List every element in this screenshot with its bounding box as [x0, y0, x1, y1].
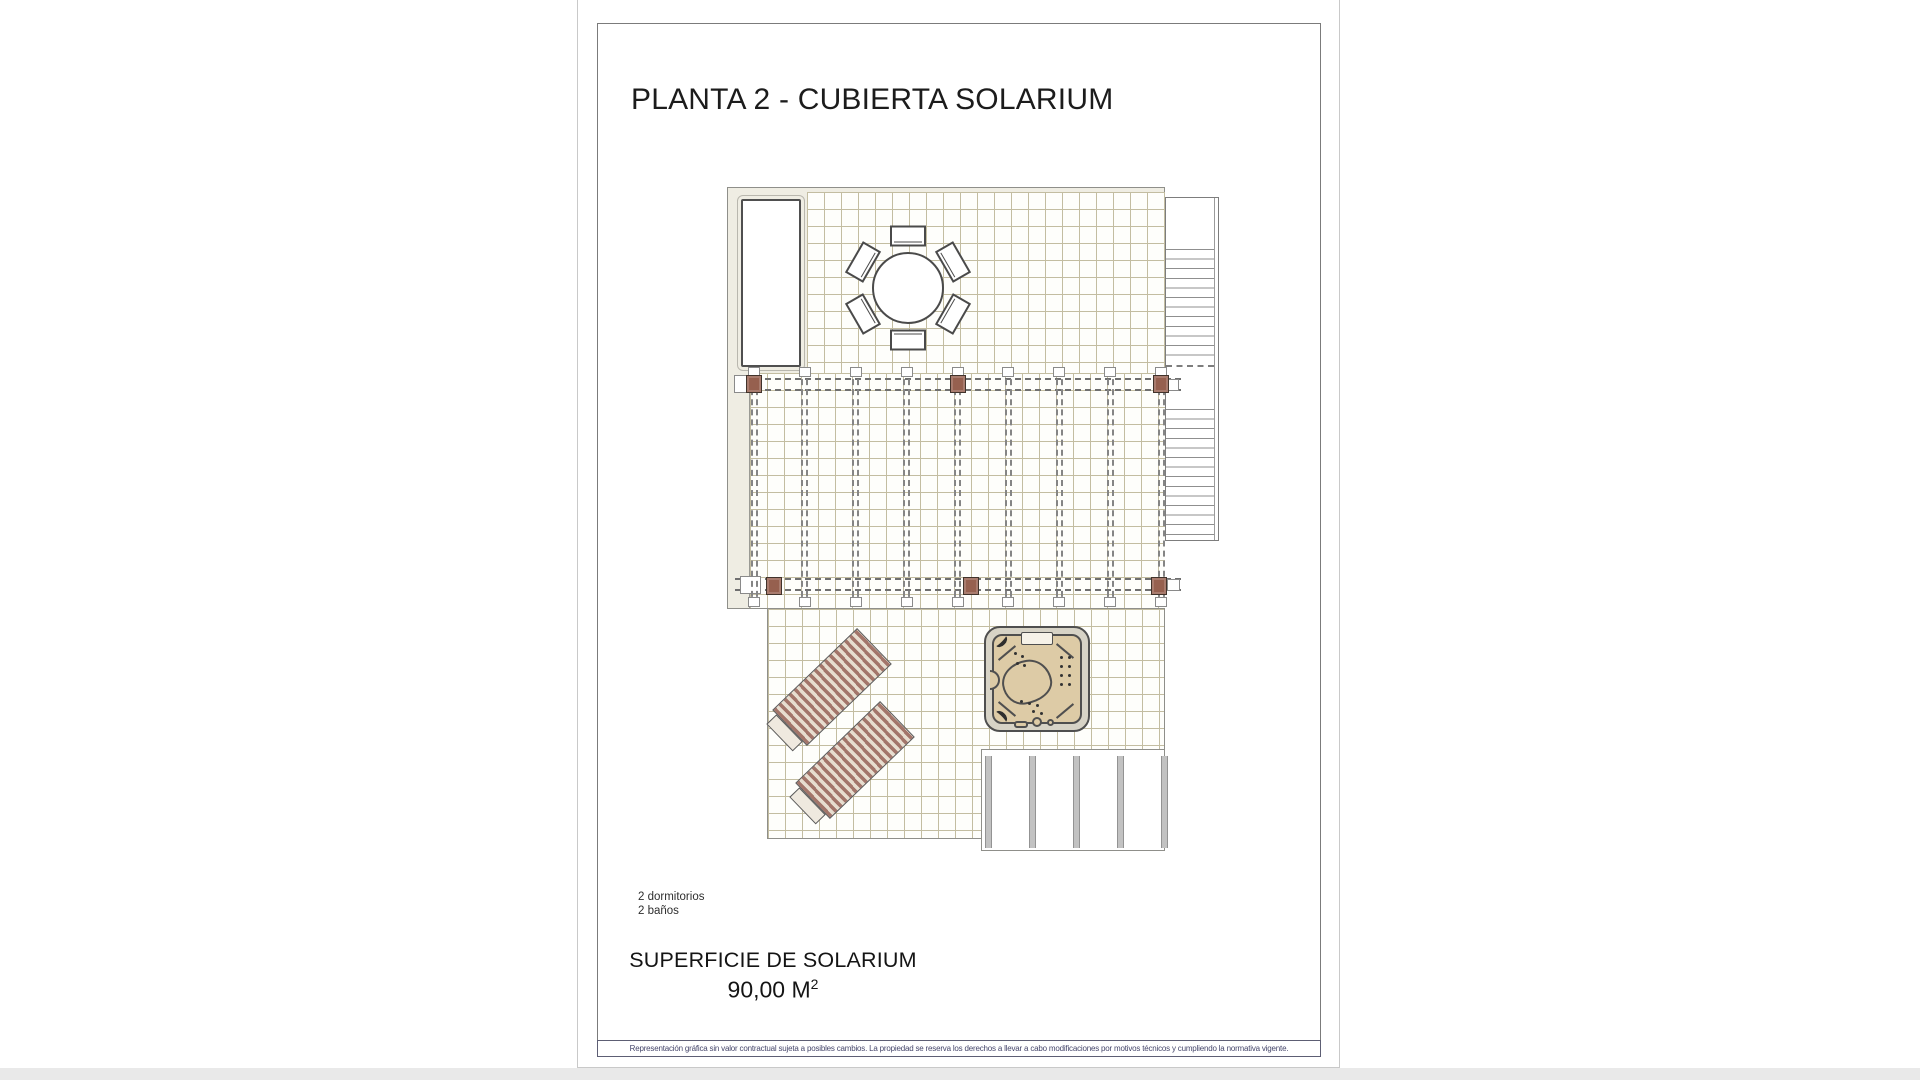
pergola-beam-end-tab [1167, 579, 1180, 591]
pergola-joist [1056, 369, 1063, 607]
colonnade-post [1029, 756, 1036, 848]
pergola-joist-cap [1002, 367, 1014, 377]
pergola-joist-cap [1104, 597, 1116, 607]
round-table [872, 252, 944, 324]
pergola-joist-cap [901, 367, 913, 377]
stair-treads-upper-flight [1166, 249, 1214, 364]
area-value [628, 976, 918, 1004]
colonnade-post [985, 756, 992, 848]
stairwell-skylight [741, 199, 801, 367]
pergola-joist-cap [799, 367, 811, 377]
hot-tub-drain [1047, 719, 1054, 726]
pergola-post [963, 577, 979, 595]
stair-handrail-line [1214, 198, 1215, 540]
plan-title: PLANTA 2 - CUBIERTA SOLARIUM [631, 83, 1114, 116]
pergola-joist-cap [1053, 367, 1065, 377]
canvas-bottom-strip [0, 1068, 1920, 1080]
open-colonnade [981, 749, 1165, 851]
area-number: 90,00 M [727, 976, 811, 1003]
pergola-post [746, 375, 762, 393]
pergola-post [1153, 375, 1169, 393]
dining-chair [890, 330, 926, 351]
hot-tub-jets [1060, 656, 1063, 659]
hot-tub [984, 626, 1090, 732]
stair-landing-dash-line [1166, 365, 1214, 367]
hot-tub-drain [1032, 717, 1042, 727]
pergola-joist-cap [748, 597, 760, 607]
colonnade-post [1161, 756, 1168, 848]
drawing-frame [597, 23, 1321, 1057]
pergola-joist [1005, 369, 1012, 607]
pergola-joist-cap [1104, 367, 1116, 377]
pergola-post [1151, 577, 1167, 595]
area-title: SUPERFICIE DE SOLARIUM [629, 948, 917, 972]
pergola-joist-cap [1155, 597, 1167, 607]
staircase [1165, 197, 1219, 541]
area-summary [628, 948, 918, 1004]
hot-tub-jets [1014, 652, 1017, 655]
pergola-joist-cap [1053, 597, 1065, 607]
hot-tub-pillow [1021, 632, 1053, 645]
hot-tub-jets [1020, 700, 1023, 703]
pergola-joist [1158, 369, 1165, 607]
pergola-post [950, 375, 966, 393]
colonnade-post [1117, 756, 1124, 848]
upper-terrace-tiles [807, 192, 1165, 373]
pergola-joist-cap [799, 597, 811, 607]
colonnade-post [1073, 756, 1080, 848]
pergola-joist [852, 369, 859, 607]
stair-treads-lower-flight [1166, 409, 1214, 539]
dining-chair [890, 226, 926, 247]
hot-tub-control [1014, 721, 1028, 728]
pergola-post [766, 577, 782, 595]
pergola-joist [1107, 369, 1114, 607]
pergola-joist-cap [901, 597, 913, 607]
area-exponent: 2 [810, 976, 819, 992]
bathrooms-label: 2 baños [638, 905, 679, 917]
disclaimer-bar: Representación gráfica sin valor contractual sujeta a posibles cambios. La propiedad se reserva los derechos a llevar a cabo modificaciones por motivos técnicos y cumpliendo la normativa vigente. [597, 1040, 1321, 1057]
unit-summary [638, 890, 704, 918]
pergola-joist [751, 369, 758, 607]
pergola-joist-cap [952, 597, 964, 607]
pergola-joist-cap [1002, 597, 1014, 607]
pergola-joist-cap [850, 367, 862, 377]
pergola-joist [801, 369, 808, 607]
floor-plan-drawing [727, 187, 1227, 867]
pergola-joist [903, 369, 910, 607]
plan-sheet-page [577, 0, 1340, 1068]
pergola-joist [954, 369, 961, 607]
bedrooms-label: 2 dormitorios [638, 891, 705, 903]
pergola-joist-cap [850, 597, 862, 607]
